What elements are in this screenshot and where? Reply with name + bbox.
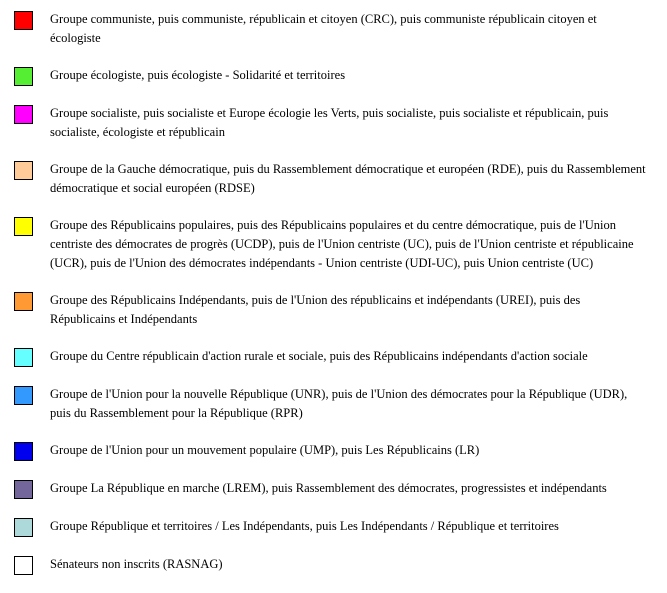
color-swatch-red	[14, 11, 33, 30]
color-swatch-aqua	[14, 348, 33, 367]
legend-label: Groupe de l'Union pour un mouvement populaire (UMP), puis Les Républicains (LR)	[50, 443, 480, 457]
legend-label: Groupe des Républicains Indépendants, puis de l'Union des républicains et indépendants (UREI), puis des Républicains et Indépendants	[50, 293, 581, 326]
legend-row	[14, 385, 655, 423]
legend-row	[14, 160, 655, 198]
color-swatch-orange	[14, 292, 33, 311]
color-swatch-yellow	[14, 217, 33, 236]
legend-row	[14, 347, 655, 367]
color-swatch-peach	[14, 161, 33, 180]
legend-label: Sénateurs non inscrits (RASNAG)	[50, 557, 223, 571]
color-swatch-green	[14, 67, 33, 86]
legend-row	[14, 479, 655, 499]
color-swatch-magenta	[14, 105, 33, 124]
color-swatch-blue	[14, 386, 33, 405]
legend-label: Groupe communiste, puis communiste, républicain et citoyen (CRC), puis communiste républicain citoyen et écologiste	[50, 12, 597, 45]
legend-label: Groupe La République en marche (LREM), puis Rassemblement des démocrates, progressistes et indépendants	[50, 481, 607, 495]
color-swatch-pale-teal	[14, 518, 33, 537]
legend-label: Groupe des Républicains populaires, puis des Républicains populaires et du centre démocratique, puis de l'Union centriste des démocrates de progrès (UCDP), puis de l'Union centriste (UC), puis de l'Union centriste et républicaine (UCR), puis de l'Union des démocrates indépendants - Union centriste (UDI-UC), puis Union centriste (UC)	[50, 218, 634, 270]
legend-label: Groupe socialiste, puis socialiste et Europe écologie les Verts, puis socialiste, puis socialiste et républicain, puis socialiste, écologiste et républicain	[50, 106, 609, 139]
legend-label: Groupe écologiste, puis écologiste - Solidarité et territoires	[50, 68, 346, 82]
legend-label: Groupe du Centre républicain d'action rurale et sociale, puis des Républicains indépendants d'action sociale	[50, 349, 588, 363]
legend-row	[14, 517, 655, 537]
legend-row	[14, 441, 655, 461]
color-swatch-dark-blue	[14, 442, 33, 461]
color-swatch-purple	[14, 480, 33, 499]
legend-label: Groupe République et territoires / Les Indépendants, puis Les Indépendants / République et territoires	[50, 519, 559, 533]
legend-label: Groupe de l'Union pour la nouvelle République (UNR), puis de l'Union des démocrates pour la République (UDR), puis du Rassemblement pour la République (RPR)	[50, 387, 628, 420]
legend-row	[14, 216, 655, 273]
legend	[14, 10, 655, 593]
legend-label: Groupe de la Gauche démocratique, puis du Rassemblement démocratique et européen (RDE), puis du Rassemblement démocratique et social européen (RDSE)	[50, 162, 646, 195]
legend-row	[14, 10, 655, 48]
legend-row	[14, 104, 655, 142]
color-swatch-white	[14, 556, 33, 575]
legend-row	[14, 291, 655, 329]
legend-row	[14, 555, 655, 575]
legend-row	[14, 66, 655, 86]
